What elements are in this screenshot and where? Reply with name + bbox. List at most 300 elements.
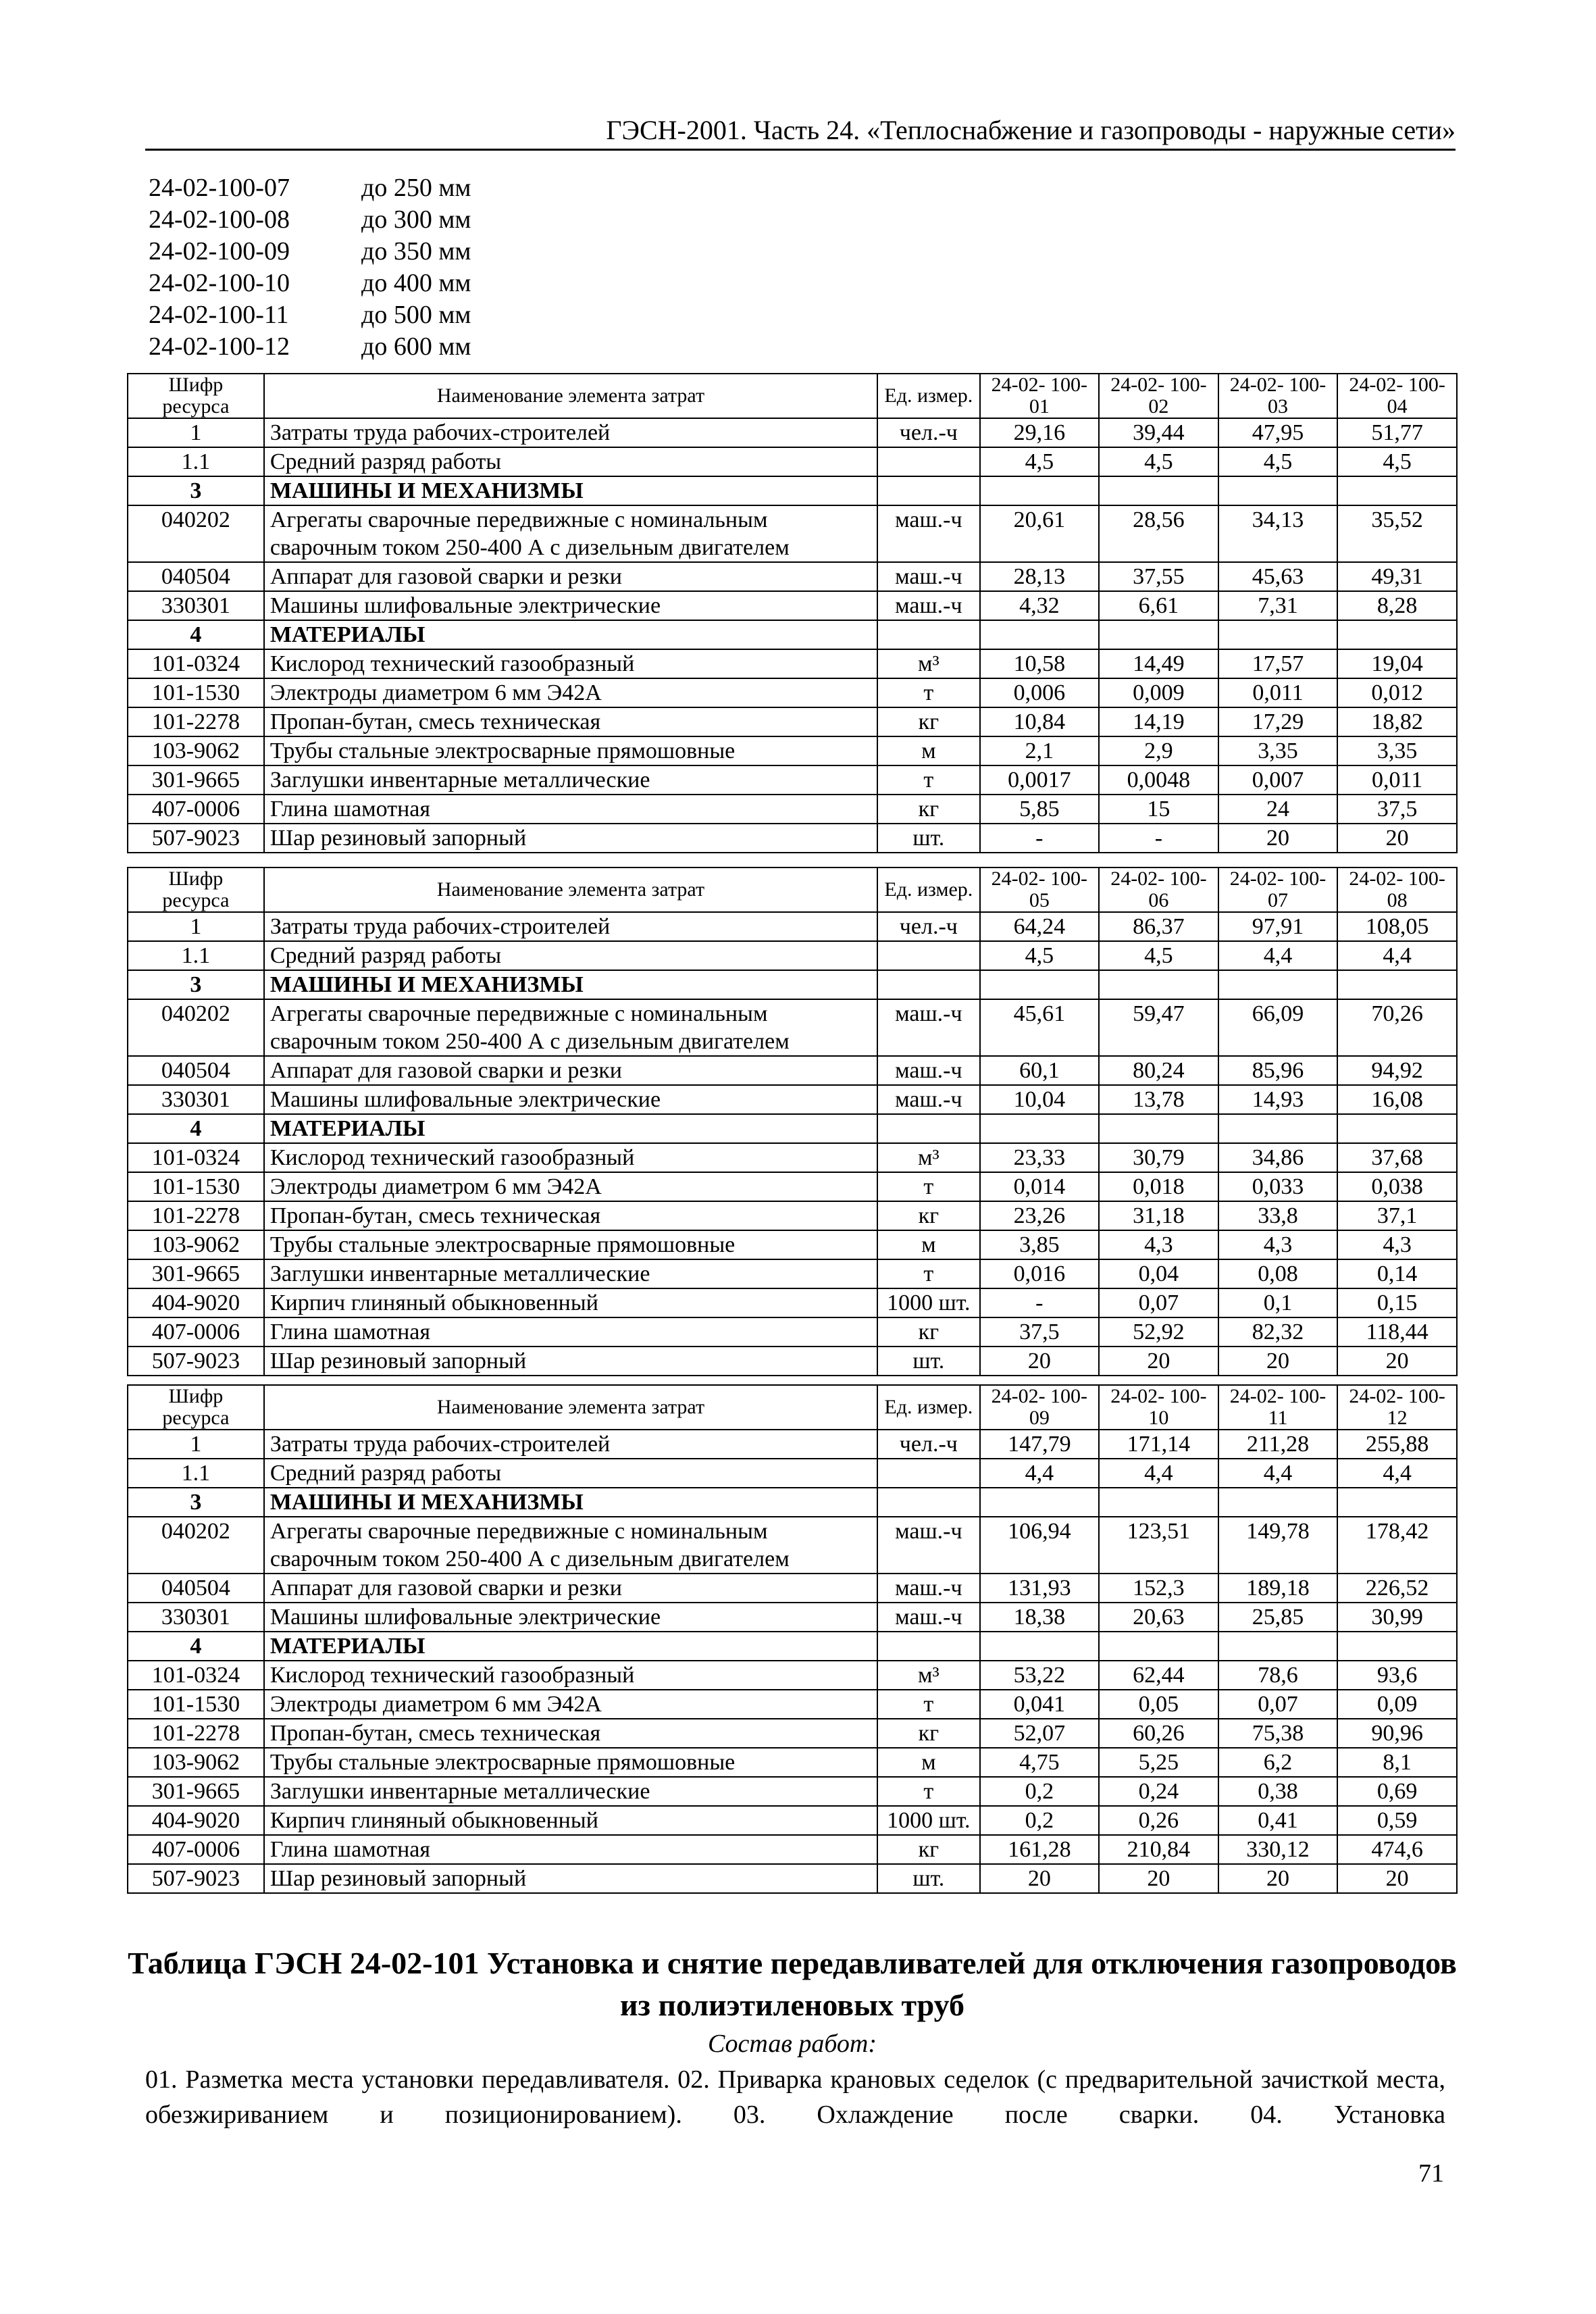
table-row [128,1690,1457,1719]
header-column-code: 24-02- 100-06 [1099,867,1218,912]
resource-code: 1.1 [128,941,264,970]
resource-value: 0,08 [1218,1259,1338,1288]
resource-value: 0,007 [1218,765,1338,795]
resource-value: 86,37 [1099,912,1218,941]
table-row [128,765,1457,795]
code-number: 24-02-100-11 [149,301,289,329]
resource-value: 37,55 [1099,562,1218,591]
table-row [128,1835,1457,1864]
table-row [128,1459,1457,1488]
resource-value: 0,033 [1218,1172,1338,1201]
table-row [128,1517,1457,1574]
resource-value: 17,57 [1218,649,1338,678]
resource-value: 0,041 [980,1690,1100,1719]
code-number: 24-02-100-08 [149,205,290,234]
resource-value: 20 [1337,1347,1457,1376]
resource-value [1218,1632,1338,1661]
resource-value: 210,84 [1099,1835,1218,1864]
code-number: 24-02-100-12 [149,332,290,361]
resource-value: 8,1 [1337,1748,1457,1777]
resource-value: 45,63 [1218,562,1338,591]
resource-value: 51,77 [1337,418,1457,447]
resource-value [1337,1632,1457,1661]
resource-value: 64,24 [980,912,1100,941]
resource-value: 13,78 [1099,1085,1218,1114]
resource-code: 040504 [128,1056,264,1085]
resource-code: 101-2278 [128,1719,264,1748]
resource-table-2 [127,867,1458,1376]
page-number: 71 [1418,2159,1444,2188]
resource-code: 101-0324 [128,1143,264,1172]
resource-value: 80,24 [1099,1056,1218,1085]
table-row [128,1574,1457,1603]
work-description: 01. Разметка места установки передавливателя. 02. Приварка крановых седелок (с предварительной зачисткой места, обезжириванием и позиционированием). 03. Охлаждение после сварки. 04. Установка [145,2065,1445,2129]
resource-value: 29,16 [980,418,1100,447]
resource-code: 4 [128,620,264,649]
resource-value: 4,5 [980,447,1100,476]
resource-unit: м [877,1230,979,1259]
resource-code: 101-0324 [128,1661,264,1690]
table-row [128,1430,1457,1459]
resource-value: 161,28 [980,1835,1100,1864]
resource-value: 0,038 [1337,1172,1457,1201]
table-header-row [128,867,1457,912]
resource-unit: т [877,1777,979,1806]
code-list-item [149,236,471,268]
table-row [128,970,1457,999]
resource-value: 255,88 [1337,1430,1457,1459]
resource-value: 20,63 [1099,1603,1218,1632]
resource-value: 4,5 [980,941,1100,970]
header-unit: Ед. измер. [877,867,979,912]
resource-code: 103-9062 [128,1230,264,1259]
resource-value: 20 [1099,1864,1218,1893]
resource-name: Машины шлифовальные электрические [264,1085,877,1114]
resource-code: 330301 [128,591,264,620]
table-row [128,1719,1457,1748]
resource-unit [877,1459,979,1488]
resource-unit: м³ [877,1661,979,1690]
resource-value: 70,26 [1337,999,1457,1056]
resource-value: 30,99 [1337,1603,1457,1632]
resource-value: 178,42 [1337,1517,1457,1574]
table-row [128,1748,1457,1777]
resource-value: 0,05 [1099,1690,1218,1719]
resource-code: 040202 [128,505,264,562]
resource-value: 37,5 [980,1317,1100,1347]
resource-code: 3 [128,476,264,505]
resource-name: МАШИНЫ И МЕХАНИЗМЫ [264,970,877,999]
resource-value: 123,51 [1099,1517,1218,1574]
table-row [128,1172,1457,1201]
table-row [128,1114,1457,1143]
resource-value: 147,79 [980,1430,1100,1459]
resource-value: 0,69 [1337,1777,1457,1806]
resource-value: 0,59 [1337,1806,1457,1835]
resource-code: 507-9023 [128,824,264,853]
resource-value: 0,2 [980,1806,1100,1835]
resource-value: 0,012 [1337,678,1457,707]
resource-unit: т [877,1172,979,1201]
resource-unit: маш.-ч [877,591,979,620]
resource-code: 507-9023 [128,1347,264,1376]
resource-code: 040504 [128,562,264,591]
resource-value: 4,5 [1337,447,1457,476]
resource-value: 10,04 [980,1085,1100,1114]
resource-value: 189,18 [1218,1574,1338,1603]
header-column-code: 24-02- 100-05 [980,867,1100,912]
resource-code: 101-1530 [128,1690,264,1719]
resource-unit: маш.-ч [877,999,979,1056]
resource-code: 301-9665 [128,1777,264,1806]
table-row [128,591,1457,620]
resource-value: 4,4 [1337,941,1457,970]
table-row [128,999,1457,1056]
code-description: до 300 мм [361,205,471,234]
resource-value: - [980,1288,1100,1317]
resource-value: 152,3 [1099,1574,1218,1603]
resource-value: 108,05 [1337,912,1457,941]
resource-value [1218,620,1338,649]
resource-code: 4 [128,1114,264,1143]
resource-value: 4,4 [1218,941,1338,970]
resource-name: Электроды диаметром 6 мм Э42А [264,678,877,707]
table-row [128,824,1457,853]
section-title: Таблица ГЭСН 24-02-101 Установка и снятие передавливателей для отключения газопроводов из полиэтиленовых труб [128,1946,1457,2022]
resource-value: 8,28 [1337,591,1457,620]
resource-code: 101-1530 [128,1172,264,1201]
resource-value: 0,014 [980,1172,1100,1201]
code-description: до 250 мм [361,174,471,202]
header-name: Наименование элемента затрат [264,867,877,912]
resource-name: Кислород технический газообразный [264,1143,877,1172]
resource-code: 4 [128,1632,264,1661]
resource-value: 90,96 [1337,1719,1457,1748]
resource-value: 0,018 [1099,1172,1218,1201]
table-row [128,795,1457,824]
resource-name: Шар резиновый запорный [264,824,877,853]
table-row [128,912,1457,941]
resource-value: 0,016 [980,1259,1100,1288]
header-name: Наименование элемента затрат [264,1385,877,1430]
table-row [128,1488,1457,1517]
resource-code: 407-0006 [128,1835,264,1864]
resource-value [1099,970,1218,999]
resource-name: МАТЕРИАЛЫ [264,1114,877,1143]
resource-unit: т [877,1259,979,1288]
resource-value: 37,1 [1337,1201,1457,1230]
resource-value: 28,13 [980,562,1100,591]
resource-value: 118,44 [1337,1317,1457,1347]
resource-name: Кирпич глиняный обыкновенный [264,1288,877,1317]
resource-unit: кг [877,1835,979,1864]
resource-name: Аппарат для газовой сварки и резки [264,562,877,591]
header-code: Шифр ресурса [128,867,264,912]
resource-code: 101-1530 [128,678,264,707]
resource-value: 53,22 [980,1661,1100,1690]
resource-unit [877,1632,979,1661]
resource-value [1218,476,1338,505]
resource-value: 0,38 [1218,1777,1338,1806]
resource-value: 31,18 [1099,1201,1218,1230]
table-row [128,707,1457,736]
resource-value: 0,0048 [1099,765,1218,795]
resource-unit [877,1488,979,1517]
resource-name: МАТЕРИАЛЫ [264,1632,877,1661]
resource-unit: кг [877,707,979,736]
resource-value: 20 [1099,1347,1218,1376]
resource-value: 0,011 [1218,678,1338,707]
resource-unit: 1000 шт. [877,1288,979,1317]
resource-value: 0,41 [1218,1806,1338,1835]
resource-name: Трубы стальные электросварные прямошовные [264,736,877,765]
table-row [128,1661,1457,1690]
header-column-code: 24-02- 100-01 [980,374,1100,418]
header-column-code: 24-02- 100-04 [1337,374,1457,418]
code-list-item [149,299,471,331]
resource-code: 040504 [128,1574,264,1603]
resource-value: 49,31 [1337,562,1457,591]
resource-value: 23,26 [980,1201,1100,1230]
resource-value [1337,970,1457,999]
resource-value: 3,35 [1337,736,1457,765]
resource-code: 407-0006 [128,1317,264,1347]
resource-value [980,476,1100,505]
code-list-item [149,172,471,204]
resource-unit: шт. [877,824,979,853]
resource-code: 1 [128,912,264,941]
resource-value: 75,38 [1218,1719,1338,1748]
resource-value: 35,52 [1337,505,1457,562]
table-row [128,1085,1457,1114]
resource-value: 24 [1218,795,1338,824]
resource-value: 226,52 [1337,1574,1457,1603]
resource-name: МАШИНЫ И МЕХАНИЗМЫ [264,1488,877,1517]
resource-value: 4,32 [980,591,1100,620]
resource-value: 20 [980,1864,1100,1893]
resource-name: Средний разряд работы [264,941,877,970]
resource-name: Трубы стальные электросварные прямошовные [264,1230,877,1259]
resource-unit: маш.-ч [877,1603,979,1632]
resource-code: 103-9062 [128,1748,264,1777]
resource-value: 0,0017 [980,765,1100,795]
resource-unit: маш.-ч [877,562,979,591]
resource-value [1218,970,1338,999]
resource-value: 0,15 [1337,1288,1457,1317]
resource-value: 66,09 [1218,999,1338,1056]
resource-unit: маш.-ч [877,1517,979,1574]
resource-value [1099,476,1218,505]
resource-value: 0,009 [1099,678,1218,707]
resource-value: 62,44 [1099,1661,1218,1690]
resource-value: 17,29 [1218,707,1338,736]
resource-value: 3,35 [1218,736,1338,765]
table-row [128,505,1457,562]
table-row [128,1056,1457,1085]
resource-name: Агрегаты сварочные передвижные с номинальным сварочным током 250-400 А с дизельным двигателем [264,1517,877,1574]
table-row [128,1317,1457,1347]
resource-name: Заглушки инвентарные металлические [264,765,877,795]
resource-name: Заглушки инвентарные металлические [264,1777,877,1806]
resource-unit: шт. [877,1347,979,1376]
table-row [128,736,1457,765]
table-row [128,1632,1457,1661]
code-description: до 350 мм [361,237,471,266]
resource-value: 30,79 [1099,1143,1218,1172]
resource-unit: кг [877,1201,979,1230]
resource-value [980,1632,1100,1661]
resource-value: - [980,824,1100,853]
table-header-row [128,1385,1457,1430]
resource-unit: м [877,1748,979,1777]
code-list [149,172,471,363]
code-number: 24-02-100-10 [149,269,290,297]
resource-value: 6,61 [1099,591,1218,620]
resource-value: 15 [1099,795,1218,824]
resource-name: Шар резиновый запорный [264,1864,877,1893]
resource-value [1337,476,1457,505]
resource-value [980,620,1100,649]
resource-code: 1.1 [128,447,264,476]
resource-value: 20 [1337,1864,1457,1893]
resource-name: Аппарат для газовой сварки и резки [264,1574,877,1603]
resource-unit: 1000 шт. [877,1806,979,1835]
resource-value: 52,07 [980,1719,1100,1748]
resource-unit: чел.-ч [877,912,979,941]
resource-name: Пропан-бутан, смесь техническая [264,707,877,736]
resource-value: 4,5 [1099,941,1218,970]
table-row [128,1230,1457,1259]
code-description: до 400 мм [361,269,471,297]
resource-value: 131,93 [980,1574,1100,1603]
resource-name: Затраты труда рабочих-строителей [264,1430,877,1459]
resource-value: 0,2 [980,1777,1100,1806]
resource-code: 404-9020 [128,1806,264,1835]
header-unit: Ед. измер. [877,1385,979,1430]
resource-value: 3,85 [980,1230,1100,1259]
code-list-item [149,268,471,299]
resource-name: Пропан-бутан, смесь техническая [264,1201,877,1230]
code-number: 24-02-100-07 [149,174,290,202]
resource-value [1099,620,1218,649]
resource-name: Средний разряд работы [264,447,877,476]
resource-value: 0,011 [1337,765,1457,795]
resource-name: Машины шлифовальные электрические [264,591,877,620]
resource-name: Электроды диаметром 6 мм Э42А [264,1690,877,1719]
resource-value: 474,6 [1337,1835,1457,1864]
code-description: до 500 мм [361,301,471,329]
header-column-code: 24-02- 100-11 [1218,1385,1338,1430]
resource-unit: маш.-ч [877,1056,979,1085]
table-row [128,649,1457,678]
resource-unit: кг [877,795,979,824]
resource-value: 0,006 [980,678,1100,707]
resource-value: 85,96 [1218,1056,1338,1085]
code-list-item [149,204,471,236]
table-row [128,678,1457,707]
resource-value [1099,1632,1218,1661]
resource-value: 20 [1337,824,1457,853]
resource-unit: чел.-ч [877,418,979,447]
resource-value: 0,26 [1099,1806,1218,1835]
header-text: ГЭСН-2001. Часть 24. «Теплоснабжение и газопроводы - наружные сети» [606,115,1456,145]
header-column-code: 24-02- 100-09 [980,1385,1100,1430]
resource-table-3 [127,1384,1458,1894]
resource-unit: маш.-ч [877,1574,979,1603]
resource-value: 52,92 [1099,1317,1218,1347]
resource-value [1099,1114,1218,1143]
resource-value: 60,1 [980,1056,1100,1085]
resource-value: 4,3 [1218,1230,1338,1259]
resource-value: 0,07 [1218,1690,1338,1719]
table-row [128,1288,1457,1317]
header-column-code: 24-02- 100-08 [1337,867,1457,912]
resource-value: 20,61 [980,505,1100,562]
table-row [128,941,1457,970]
resource-name: Аппарат для газовой сварки и резки [264,1056,877,1085]
table-row [128,1143,1457,1172]
resource-value: 0,04 [1099,1259,1218,1288]
table-row [128,418,1457,447]
resource-code: 330301 [128,1603,264,1632]
resource-code: 101-2278 [128,707,264,736]
resource-value: 59,47 [1099,999,1218,1056]
resource-unit: м [877,736,979,765]
resource-value [1218,1114,1338,1143]
resource-unit: кг [877,1317,979,1347]
resource-code: 040202 [128,999,264,1056]
resource-value: 330,12 [1218,1835,1338,1864]
resource-code: 3 [128,970,264,999]
resource-value: 4,4 [1218,1459,1338,1488]
resource-value: 10,58 [980,649,1100,678]
resource-value: 4,5 [1099,447,1218,476]
resource-value: 5,25 [1099,1748,1218,1777]
resource-value: 4,5 [1218,447,1338,476]
table-row [128,1201,1457,1230]
code-list-item [149,331,471,363]
resource-unit [877,1114,979,1143]
resource-unit: т [877,678,979,707]
resource-name: Пропан-бутан, смесь техническая [264,1719,877,1748]
resource-value: 4,4 [1337,1459,1457,1488]
resource-value [980,970,1100,999]
resource-value: 4,4 [1099,1459,1218,1488]
resource-value: - [1099,824,1218,853]
resource-value [980,1114,1100,1143]
resource-unit [877,941,979,970]
table-header-row [128,374,1457,418]
header-column-code: 24-02- 100-03 [1218,374,1338,418]
table-row [128,1806,1457,1835]
resource-value: 78,6 [1218,1661,1338,1690]
header-name: Наименование элемента затрат [264,374,877,418]
resource-name: Трубы стальные электросварные прямошовные [264,1748,877,1777]
resource-code: 301-9665 [128,1259,264,1288]
resource-name: МАШИНЫ И МЕХАНИЗМЫ [264,476,877,505]
resource-name: МАТЕРИАЛЫ [264,620,877,649]
table-row [128,1777,1457,1806]
resource-value: 4,75 [980,1748,1100,1777]
header-code: Шифр ресурса [128,1385,264,1430]
resource-value: 14,49 [1099,649,1218,678]
table-row [128,620,1457,649]
table-row [128,476,1457,505]
table-row [128,1864,1457,1893]
resource-code: 1 [128,418,264,447]
resource-value: 106,94 [980,1517,1100,1574]
table-row [128,1347,1457,1376]
